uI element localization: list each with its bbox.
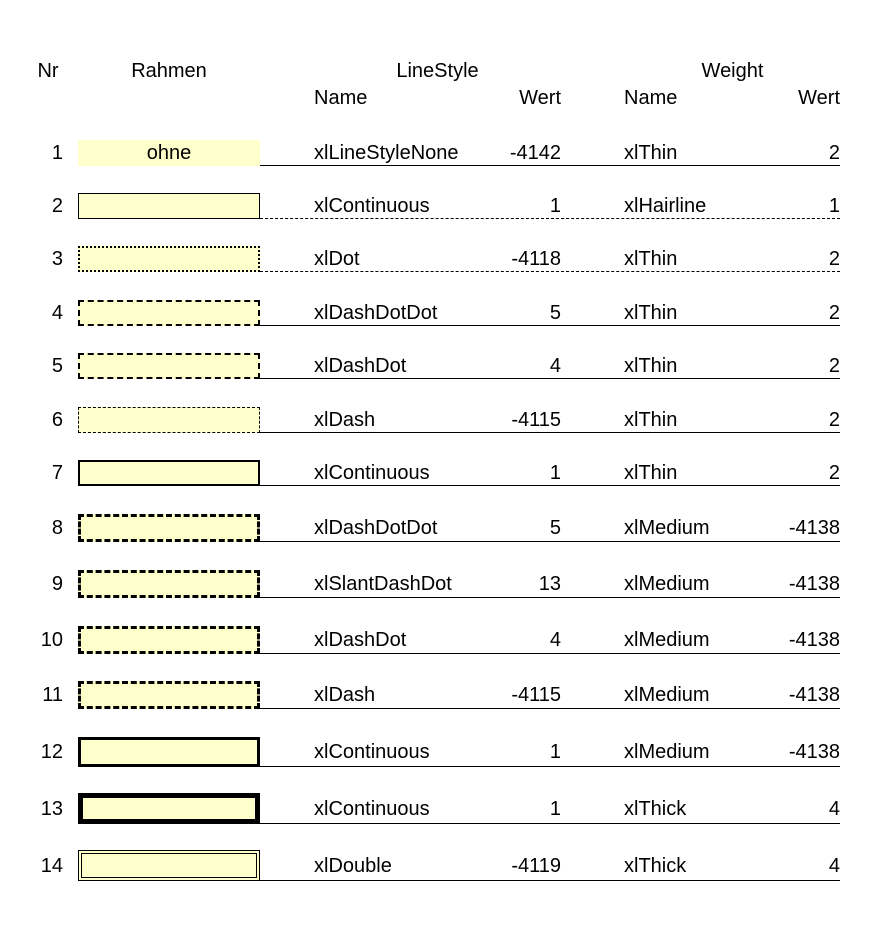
weight-wert: 2 (828, 142, 840, 164)
border-sample-box (78, 407, 260, 433)
row-underline (260, 708, 840, 709)
linestyle-wert: -4115 (511, 684, 561, 706)
border-sample-box (78, 353, 260, 379)
border-sample-box (78, 246, 260, 272)
row-number: 4 (51, 302, 63, 324)
weight-wert: 2 (828, 302, 840, 324)
weight-name: xlMedium (624, 684, 710, 706)
row-underline (260, 432, 840, 433)
border-sample-box (78, 570, 260, 598)
weight-wert: 4 (828, 797, 840, 820)
row-number: 9 (51, 573, 63, 595)
linestyle-name: xlContinuous (314, 462, 430, 484)
border-sample-label (81, 684, 257, 706)
weight-wert: 2 (828, 409, 840, 431)
border-sample-box (78, 793, 260, 824)
linestyle-name: xlContinuous (314, 741, 430, 763)
header-linestyle-wert: Wert (519, 87, 561, 109)
row-underline (260, 165, 840, 166)
row-number: 14 (40, 854, 63, 877)
weight-wert: 2 (828, 355, 840, 377)
border-sample-label (82, 854, 256, 877)
linestyle-wert: -4142 (509, 142, 561, 164)
border-sample-label (79, 194, 259, 218)
header-rahmen: Rahmen (131, 60, 207, 82)
linestyle-name: xlDashDot (314, 355, 407, 377)
row-underline (260, 271, 840, 272)
weight-name: xlThin (624, 248, 678, 270)
border-sample-label (81, 629, 257, 651)
header-nr: Nr (37, 60, 59, 82)
border-sample-label (81, 740, 257, 764)
row-number: 3 (51, 248, 63, 270)
linestyle-wert: 5 (549, 517, 561, 539)
linestyle-name: xlDashDotDot (314, 517, 438, 539)
linestyle-wert: 13 (538, 573, 561, 595)
weight-wert: -4138 (788, 517, 840, 539)
border-sample-label (81, 573, 257, 595)
row-underline (260, 597, 840, 598)
weight-name: xlMedium (624, 629, 710, 651)
weight-name: xlThin (624, 142, 678, 164)
weight-wert: 2 (828, 248, 840, 270)
linestyle-name: xlDashDot (314, 629, 407, 651)
row-underline (260, 485, 840, 486)
border-sample-box (78, 514, 260, 542)
weight-wert: -4138 (788, 684, 840, 706)
row-number: 7 (51, 462, 63, 484)
row-number: 6 (51, 409, 63, 431)
weight-wert: 2 (828, 462, 840, 484)
linestyle-name: xlSlantDashDot (314, 573, 452, 595)
border-sample-label (80, 355, 258, 377)
border-sample-box (78, 681, 260, 709)
linestyle-wert: -4115 (511, 409, 561, 431)
weight-wert: 4 (828, 854, 840, 877)
weight-wert: 1 (828, 195, 840, 217)
weight-name: xlThin (624, 409, 678, 431)
row-underline (260, 823, 840, 824)
linestyle-name: xlLineStyleNone (314, 142, 459, 164)
linestyle-wert: 4 (549, 629, 561, 651)
linestyle-wert: 1 (549, 462, 561, 484)
linestyle-wert: 1 (549, 741, 561, 763)
border-sample-box (78, 140, 260, 166)
linestyle-wert: 1 (549, 797, 561, 820)
border-sample-box (78, 850, 260, 881)
row-underline (260, 541, 840, 542)
border-sample-box (78, 300, 260, 326)
row-underline (260, 378, 840, 379)
border-sample-box (78, 193, 260, 219)
border-sample-label: ohne (146, 141, 192, 164)
weight-name: xlMedium (624, 741, 710, 763)
linestyle-name: xlContinuous (314, 195, 430, 217)
row-number: 11 (42, 684, 63, 706)
border-sample-box (78, 626, 260, 654)
row-number: 12 (40, 741, 63, 763)
linestyle-name: xlContinuous (314, 797, 430, 820)
linestyle-name: xlDot (314, 248, 360, 270)
weight-name: xlThin (624, 355, 678, 377)
row-underline (260, 653, 840, 654)
border-sample-label (83, 798, 255, 819)
border-sample-box (78, 460, 260, 486)
row-underline (260, 766, 840, 767)
row-number: 1 (51, 142, 63, 164)
row-number: 8 (51, 517, 63, 539)
linestyle-wert: 1 (549, 195, 561, 217)
weight-wert: -4138 (788, 573, 840, 595)
weight-name: xlThin (624, 462, 678, 484)
row-underline (260, 218, 840, 219)
linestyle-name: xlDash (314, 409, 376, 431)
row-number: 5 (51, 355, 63, 377)
linestyle-name: xlDash (314, 684, 376, 706)
linestyle-name: xlDouble (314, 854, 392, 877)
header-weight: Weight (701, 60, 764, 82)
weight-name: xlThin (624, 302, 678, 324)
header-linestyle-name: Name (314, 87, 368, 109)
weight-name: xlMedium (624, 573, 710, 595)
linestyle-wert: 4 (549, 355, 561, 377)
border-sample-label (81, 517, 257, 539)
border-sample-box (78, 737, 260, 767)
border-sample-label (80, 302, 258, 324)
linestyle-name: xlDashDotDot (314, 302, 438, 324)
weight-name: xlThick (624, 797, 687, 820)
border-sample-label (79, 408, 259, 432)
linestyle-wert: 5 (549, 302, 561, 324)
header-linestyle: LineStyle (396, 60, 479, 82)
weight-wert: -4138 (788, 629, 840, 651)
row-number: 2 (51, 195, 63, 217)
row-number: 13 (40, 797, 63, 820)
border-sample-label (80, 248, 258, 270)
weight-wert: -4138 (788, 741, 840, 763)
header-weight-name: Name (624, 87, 678, 109)
header-weight-wert: Wert (798, 87, 840, 109)
weight-name: xlHairline (624, 195, 707, 217)
weight-name: xlMedium (624, 517, 710, 539)
row-underline (260, 325, 840, 326)
linestyle-wert: -4118 (511, 248, 561, 270)
border-sample-label (80, 462, 258, 484)
linestyle-wert: -4119 (511, 854, 561, 877)
row-number: 10 (40, 629, 63, 651)
row-underline (260, 880, 840, 881)
weight-name: xlThick (624, 854, 687, 877)
